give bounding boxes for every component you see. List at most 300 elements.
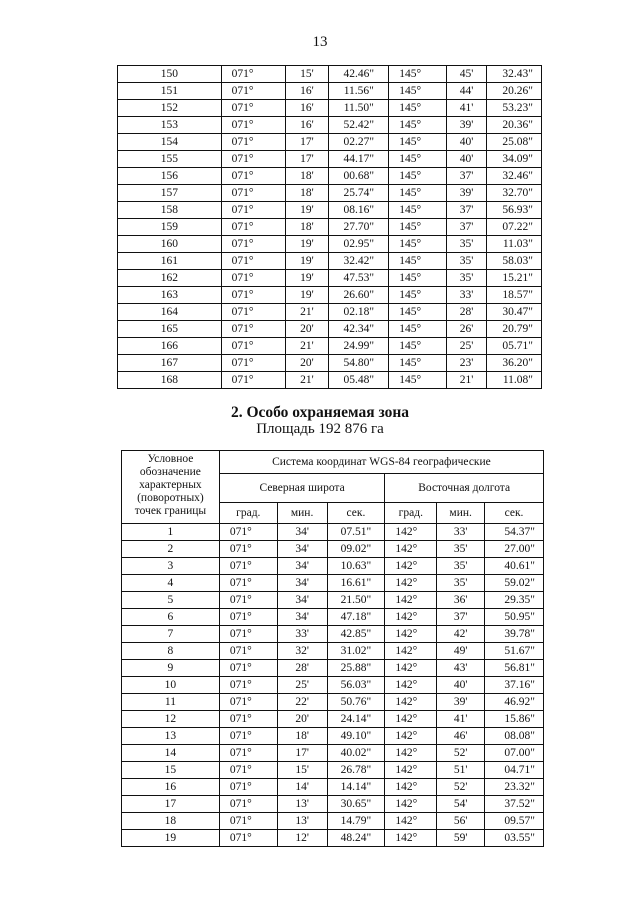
table-cell: 20.79" bbox=[487, 321, 542, 338]
table-cell: 28' bbox=[277, 660, 327, 677]
table-row bbox=[118, 151, 542, 168]
table-cell: 43' bbox=[437, 660, 485, 677]
table-row bbox=[118, 168, 542, 185]
table-cell: 16.61" bbox=[327, 575, 385, 592]
table-cell: 21' bbox=[447, 372, 487, 389]
table-cell: 142° bbox=[385, 558, 437, 575]
table-cell: 5 bbox=[122, 592, 220, 609]
table-cell: 52' bbox=[437, 745, 485, 762]
table-cell: 164 bbox=[118, 304, 222, 321]
sub-header-deg: град. bbox=[385, 503, 437, 524]
table-cell: 142° bbox=[385, 660, 437, 677]
table-cell: 52.42" bbox=[329, 117, 389, 134]
table-cell: 2 bbox=[122, 541, 220, 558]
table-cell: 51' bbox=[437, 762, 485, 779]
table-cell: 34' bbox=[277, 558, 327, 575]
table-cell: 13' bbox=[277, 796, 327, 813]
table-cell: 145° bbox=[389, 372, 447, 389]
table-cell: 162 bbox=[118, 270, 222, 287]
table-cell: 071° bbox=[219, 541, 277, 558]
table-cell: 3 bbox=[122, 558, 220, 575]
table-cell: 145° bbox=[389, 100, 447, 117]
table-cell: 071° bbox=[221, 338, 285, 355]
table-cell: 071° bbox=[219, 575, 277, 592]
table-cell: 11 bbox=[122, 694, 220, 711]
table-cell: 53.23" bbox=[487, 100, 542, 117]
table-cell: 40.02" bbox=[327, 745, 385, 762]
table-row bbox=[122, 643, 544, 660]
protected-zone-coordinates-table bbox=[121, 450, 544, 847]
table-cell: 167 bbox=[118, 355, 222, 372]
table-cell: 09.02" bbox=[327, 541, 385, 558]
table-cell: 54.80" bbox=[329, 355, 389, 372]
table-row bbox=[118, 219, 542, 236]
table-row bbox=[122, 592, 544, 609]
table-cell: 26.60" bbox=[329, 287, 389, 304]
table-cell: 16 bbox=[122, 779, 220, 796]
table-cell: 071° bbox=[221, 236, 285, 253]
table-cell: 071° bbox=[221, 219, 285, 236]
sub-header-deg: град. bbox=[219, 503, 277, 524]
table-cell: 071° bbox=[221, 355, 285, 372]
table-cell: 4 bbox=[122, 575, 220, 592]
table-cell: 8 bbox=[122, 643, 220, 660]
table-row bbox=[122, 830, 544, 847]
table-cell: 142° bbox=[385, 728, 437, 745]
table-cell: 54.37" bbox=[485, 524, 544, 541]
table-cell: 071° bbox=[221, 117, 285, 134]
table-cell: 04.71" bbox=[485, 762, 544, 779]
table-cell: 09.57" bbox=[485, 813, 544, 830]
table-cell: 160 bbox=[118, 236, 222, 253]
table-cell: 36' bbox=[437, 592, 485, 609]
table-cell: 15' bbox=[277, 762, 327, 779]
table-cell: 31.02" bbox=[327, 643, 385, 660]
table-cell: 49' bbox=[437, 643, 485, 660]
table-cell: 10.63" bbox=[327, 558, 385, 575]
table-cell: 14.14" bbox=[327, 779, 385, 796]
table-cell: 071° bbox=[219, 779, 277, 796]
table-cell: 071° bbox=[219, 643, 277, 660]
table-row bbox=[122, 813, 544, 830]
table-cell: 23' bbox=[447, 355, 487, 372]
table-cell: 155 bbox=[118, 151, 222, 168]
table-cell: 15' bbox=[285, 66, 329, 83]
table-cell: 37.16" bbox=[485, 677, 544, 694]
table-cell: 27.00" bbox=[485, 541, 544, 558]
table-cell: 18' bbox=[277, 728, 327, 745]
table-cell: 07.22" bbox=[487, 219, 542, 236]
table-cell: 35' bbox=[437, 575, 485, 592]
table-cell: 02.18" bbox=[329, 304, 389, 321]
table-cell: 145° bbox=[389, 304, 447, 321]
table-row bbox=[118, 321, 542, 338]
table-cell: 13 bbox=[122, 728, 220, 745]
table-cell: 6 bbox=[122, 609, 220, 626]
table-cell: 25' bbox=[447, 338, 487, 355]
table-row bbox=[118, 253, 542, 270]
table-cell: 18' bbox=[285, 185, 329, 202]
table-cell: 32.70" bbox=[487, 185, 542, 202]
sub-header-sec: сек. bbox=[327, 503, 385, 524]
table-cell: 35' bbox=[437, 541, 485, 558]
table-cell: 54' bbox=[437, 796, 485, 813]
table-cell: 32.46" bbox=[487, 168, 542, 185]
table-cell: 145° bbox=[389, 185, 447, 202]
table-cell: 47.18" bbox=[327, 609, 385, 626]
sub-header-sec: сек. bbox=[485, 503, 544, 524]
header-lat: Северная широта bbox=[219, 474, 385, 503]
table-cell: 145° bbox=[389, 66, 447, 83]
table-cell: 25.74" bbox=[329, 185, 389, 202]
table-row bbox=[118, 202, 542, 219]
table-cell: 41' bbox=[437, 711, 485, 728]
table-cell: 33' bbox=[447, 287, 487, 304]
table-cell: 158 bbox=[118, 202, 222, 219]
table-cell: 142° bbox=[385, 524, 437, 541]
table-cell: 071° bbox=[221, 202, 285, 219]
table-cell: 142° bbox=[385, 609, 437, 626]
table-cell: 15 bbox=[122, 762, 220, 779]
table-cell: 25' bbox=[277, 677, 327, 694]
table-cell: 071° bbox=[221, 185, 285, 202]
table1-body bbox=[118, 66, 542, 389]
table-cell: 23.32" bbox=[485, 779, 544, 796]
table-cell: 05.48" bbox=[329, 372, 389, 389]
table-cell: 166 bbox=[118, 338, 222, 355]
table-cell: 30.65" bbox=[327, 796, 385, 813]
table-cell: 1 bbox=[122, 524, 220, 541]
table-cell: 42.34" bbox=[329, 321, 389, 338]
table-cell: 14.79" bbox=[327, 813, 385, 830]
table-cell: 17' bbox=[285, 134, 329, 151]
table-cell: 142° bbox=[385, 779, 437, 796]
table-cell: 145° bbox=[389, 151, 447, 168]
table-cell: 19' bbox=[285, 236, 329, 253]
table-cell: 165 bbox=[118, 321, 222, 338]
table-cell: 071° bbox=[219, 813, 277, 830]
table-cell: 56.81" bbox=[485, 660, 544, 677]
table-cell: 42.46" bbox=[329, 66, 389, 83]
table-cell: 24.99" bbox=[329, 338, 389, 355]
page-number: 13 bbox=[312, 34, 328, 50]
table-cell: 44.17" bbox=[329, 151, 389, 168]
table-cell: 34.09" bbox=[487, 151, 542, 168]
table-cell: 28' bbox=[447, 304, 487, 321]
table-cell: 071° bbox=[221, 321, 285, 338]
table-cell: 33' bbox=[277, 626, 327, 643]
table-cell: 145° bbox=[389, 287, 447, 304]
table-cell: 51.67" bbox=[485, 643, 544, 660]
table-cell: 11.56" bbox=[329, 83, 389, 100]
table-cell: 03.55" bbox=[485, 830, 544, 847]
table-cell: 145° bbox=[389, 117, 447, 134]
table-cell: 46.92" bbox=[485, 694, 544, 711]
table-row bbox=[118, 287, 542, 304]
table-cell: 52' bbox=[437, 779, 485, 796]
table-cell: 00.68" bbox=[329, 168, 389, 185]
table-cell: 26' bbox=[447, 321, 487, 338]
table-cell: 07.00" bbox=[485, 745, 544, 762]
table-cell: 145° bbox=[389, 270, 447, 287]
table-cell: 145° bbox=[389, 236, 447, 253]
table-cell: 153 bbox=[118, 117, 222, 134]
table-cell: 11.08" bbox=[487, 372, 542, 389]
table-row bbox=[118, 338, 542, 355]
table-cell: 145° bbox=[389, 219, 447, 236]
table-cell: 071° bbox=[219, 609, 277, 626]
table-cell: 21' bbox=[285, 304, 329, 321]
table-cell: 20' bbox=[285, 321, 329, 338]
table-cell: 13' bbox=[277, 813, 327, 830]
table-cell: 19 bbox=[122, 830, 220, 847]
table-cell: 30.47" bbox=[487, 304, 542, 321]
table-cell: 26.78" bbox=[327, 762, 385, 779]
table-cell: 142° bbox=[385, 694, 437, 711]
table-cell: 071° bbox=[219, 711, 277, 728]
table-cell: 142° bbox=[385, 592, 437, 609]
table-cell: 168 bbox=[118, 372, 222, 389]
section-title: 2. Особо охраняемая зона bbox=[230, 404, 410, 421]
table-cell: 42' bbox=[437, 626, 485, 643]
table-cell: 163 bbox=[118, 287, 222, 304]
table-cell: 071° bbox=[219, 745, 277, 762]
section-area: Площадь 192 876 га bbox=[256, 421, 384, 437]
table-cell: 20.26" bbox=[487, 83, 542, 100]
table-cell: 17 bbox=[122, 796, 220, 813]
table-cell: 152 bbox=[118, 100, 222, 117]
table-cell: 58.03" bbox=[487, 253, 542, 270]
table-row bbox=[118, 185, 542, 202]
table-cell: 39.78" bbox=[485, 626, 544, 643]
table-cell: 59.02" bbox=[485, 575, 544, 592]
table-cell: 156 bbox=[118, 168, 222, 185]
table-cell: 071° bbox=[219, 660, 277, 677]
table-cell: 07.51" bbox=[327, 524, 385, 541]
table-cell: 15.86" bbox=[485, 711, 544, 728]
table-row bbox=[122, 796, 544, 813]
table-cell: 02.95" bbox=[329, 236, 389, 253]
table-row bbox=[118, 236, 542, 253]
header-lon: Восточная долгота bbox=[385, 474, 544, 503]
table-cell: 48.24" bbox=[327, 830, 385, 847]
header-system: Система координат WGS-84 географические bbox=[219, 451, 543, 474]
table-row bbox=[122, 677, 544, 694]
table-cell: 24.14" bbox=[327, 711, 385, 728]
table-row bbox=[118, 355, 542, 372]
table-cell: 11.03" bbox=[487, 236, 542, 253]
table-cell: 145° bbox=[389, 202, 447, 219]
table-row bbox=[122, 728, 544, 745]
table-cell: 11.50" bbox=[329, 100, 389, 117]
table-cell: 37' bbox=[447, 168, 487, 185]
table-cell: 42.85" bbox=[327, 626, 385, 643]
table-cell: 071° bbox=[221, 372, 285, 389]
table-cell: 39' bbox=[437, 694, 485, 711]
table-cell: 12 bbox=[122, 711, 220, 728]
table-cell: 37.52" bbox=[485, 796, 544, 813]
table-cell: 16' bbox=[285, 83, 329, 100]
table-cell: 159 bbox=[118, 219, 222, 236]
table-cell: 25.88" bbox=[327, 660, 385, 677]
table-cell: 142° bbox=[385, 762, 437, 779]
table-row bbox=[118, 270, 542, 287]
table-row bbox=[122, 524, 544, 541]
table-cell: 142° bbox=[385, 575, 437, 592]
table-cell: 35' bbox=[447, 236, 487, 253]
sub-header-min: мин. bbox=[437, 503, 485, 524]
table-cell: 19' bbox=[285, 287, 329, 304]
table-row bbox=[118, 372, 542, 389]
table-row bbox=[122, 575, 544, 592]
table-cell: 44' bbox=[447, 83, 487, 100]
table-cell: 17' bbox=[285, 151, 329, 168]
table-cell: 071° bbox=[221, 287, 285, 304]
table-cell: 18' bbox=[285, 219, 329, 236]
table-cell: 17' bbox=[277, 745, 327, 762]
table-cell: 40' bbox=[437, 677, 485, 694]
table-cell: 32' bbox=[277, 643, 327, 660]
table-cell: 25.08" bbox=[487, 134, 542, 151]
table-cell: 071° bbox=[221, 66, 285, 83]
table-cell: 071° bbox=[219, 694, 277, 711]
table-cell: 34' bbox=[277, 592, 327, 609]
header-point: Условное обозначение характерных (поворотных) точек границы bbox=[122, 451, 220, 524]
table-cell: 34' bbox=[277, 575, 327, 592]
table-cell: 14 bbox=[122, 745, 220, 762]
table-cell: 37' bbox=[437, 609, 485, 626]
table-cell: 56' bbox=[437, 813, 485, 830]
table-cell: 40' bbox=[447, 151, 487, 168]
table-cell: 21.50" bbox=[327, 592, 385, 609]
table-cell: 34' bbox=[277, 609, 327, 626]
table-cell: 50.76" bbox=[327, 694, 385, 711]
table-cell: 142° bbox=[385, 830, 437, 847]
table-cell: 34' bbox=[277, 524, 327, 541]
table-row bbox=[122, 711, 544, 728]
table-row bbox=[118, 134, 542, 151]
table-cell: 20' bbox=[277, 711, 327, 728]
table-cell: 14' bbox=[277, 779, 327, 796]
table-cell: 071° bbox=[221, 253, 285, 270]
table-cell: 071° bbox=[221, 270, 285, 287]
table-cell: 20' bbox=[285, 355, 329, 372]
table-cell: 36.20" bbox=[487, 355, 542, 372]
table-row bbox=[122, 558, 544, 575]
table-row bbox=[118, 304, 542, 321]
table-cell: 39' bbox=[447, 185, 487, 202]
table-cell: 142° bbox=[385, 796, 437, 813]
table-cell: 071° bbox=[221, 151, 285, 168]
table-cell: 46' bbox=[437, 728, 485, 745]
table-cell: 29.35" bbox=[485, 592, 544, 609]
table-cell: 39' bbox=[447, 117, 487, 134]
table-cell: 071° bbox=[219, 524, 277, 541]
table-cell: 47.53" bbox=[329, 270, 389, 287]
table-cell: 142° bbox=[385, 745, 437, 762]
table-cell: 20.36" bbox=[487, 117, 542, 134]
table-cell: 49.10" bbox=[327, 728, 385, 745]
table-cell: 22' bbox=[277, 694, 327, 711]
table-cell: 35' bbox=[447, 270, 487, 287]
table-cell: 27.70" bbox=[329, 219, 389, 236]
table-row bbox=[122, 779, 544, 796]
table-cell: 19' bbox=[285, 202, 329, 219]
table-cell: 18 bbox=[122, 813, 220, 830]
table-cell: 45' bbox=[447, 66, 487, 83]
table-cell: 142° bbox=[385, 711, 437, 728]
table-cell: 37' bbox=[447, 202, 487, 219]
table-row bbox=[122, 694, 544, 711]
table-cell: 145° bbox=[389, 168, 447, 185]
table-row bbox=[118, 100, 542, 117]
table-cell: 15.21" bbox=[487, 270, 542, 287]
table-row bbox=[122, 609, 544, 626]
table-cell: 40' bbox=[447, 134, 487, 151]
table-cell: 35' bbox=[437, 558, 485, 575]
table-cell: 32.42" bbox=[329, 253, 389, 270]
table-cell: 50.95" bbox=[485, 609, 544, 626]
table-cell: 071° bbox=[221, 83, 285, 100]
table-cell: 12' bbox=[277, 830, 327, 847]
table-cell: 145° bbox=[389, 253, 447, 270]
table-cell: 161 bbox=[118, 253, 222, 270]
table-cell: 18' bbox=[285, 168, 329, 185]
table-cell: 34' bbox=[277, 541, 327, 558]
table-cell: 145° bbox=[389, 83, 447, 100]
table-cell: 59' bbox=[437, 830, 485, 847]
table-cell: 142° bbox=[385, 643, 437, 660]
table-cell: 56.93" bbox=[487, 202, 542, 219]
table-cell: 08.16" bbox=[329, 202, 389, 219]
table-cell: 071° bbox=[219, 762, 277, 779]
table-cell: 19' bbox=[285, 270, 329, 287]
table-cell: 071° bbox=[219, 796, 277, 813]
table-cell: 142° bbox=[385, 626, 437, 643]
table-cell: 16' bbox=[285, 100, 329, 117]
table-cell: 142° bbox=[385, 677, 437, 694]
table-cell: 16' bbox=[285, 117, 329, 134]
table-cell: 145° bbox=[389, 355, 447, 372]
table-row bbox=[118, 117, 542, 134]
table-cell: 145° bbox=[389, 321, 447, 338]
table-cell: 071° bbox=[221, 100, 285, 117]
table-row bbox=[118, 66, 542, 83]
table-cell: 071° bbox=[221, 168, 285, 185]
table-row bbox=[122, 626, 544, 643]
coordinates-table-continued bbox=[117, 65, 542, 389]
table-cell: 05.71" bbox=[487, 338, 542, 355]
table-cell: 40.61" bbox=[485, 558, 544, 575]
table-row bbox=[122, 745, 544, 762]
table-cell: 41' bbox=[447, 100, 487, 117]
table-cell: 142° bbox=[385, 813, 437, 830]
table-cell: 071° bbox=[219, 728, 277, 745]
table-cell: 150 bbox=[118, 66, 222, 83]
table-row bbox=[122, 762, 544, 779]
table-cell: 154 bbox=[118, 134, 222, 151]
table-cell: 071° bbox=[219, 558, 277, 575]
table-cell: 21' bbox=[285, 372, 329, 389]
table-cell: 151 bbox=[118, 83, 222, 100]
table-row bbox=[122, 660, 544, 677]
table-cell: 071° bbox=[219, 626, 277, 643]
table-cell: 08.08" bbox=[485, 728, 544, 745]
table-cell: 33' bbox=[437, 524, 485, 541]
table-cell: 21' bbox=[285, 338, 329, 355]
table-row bbox=[122, 541, 544, 558]
table-cell: 37' bbox=[447, 219, 487, 236]
